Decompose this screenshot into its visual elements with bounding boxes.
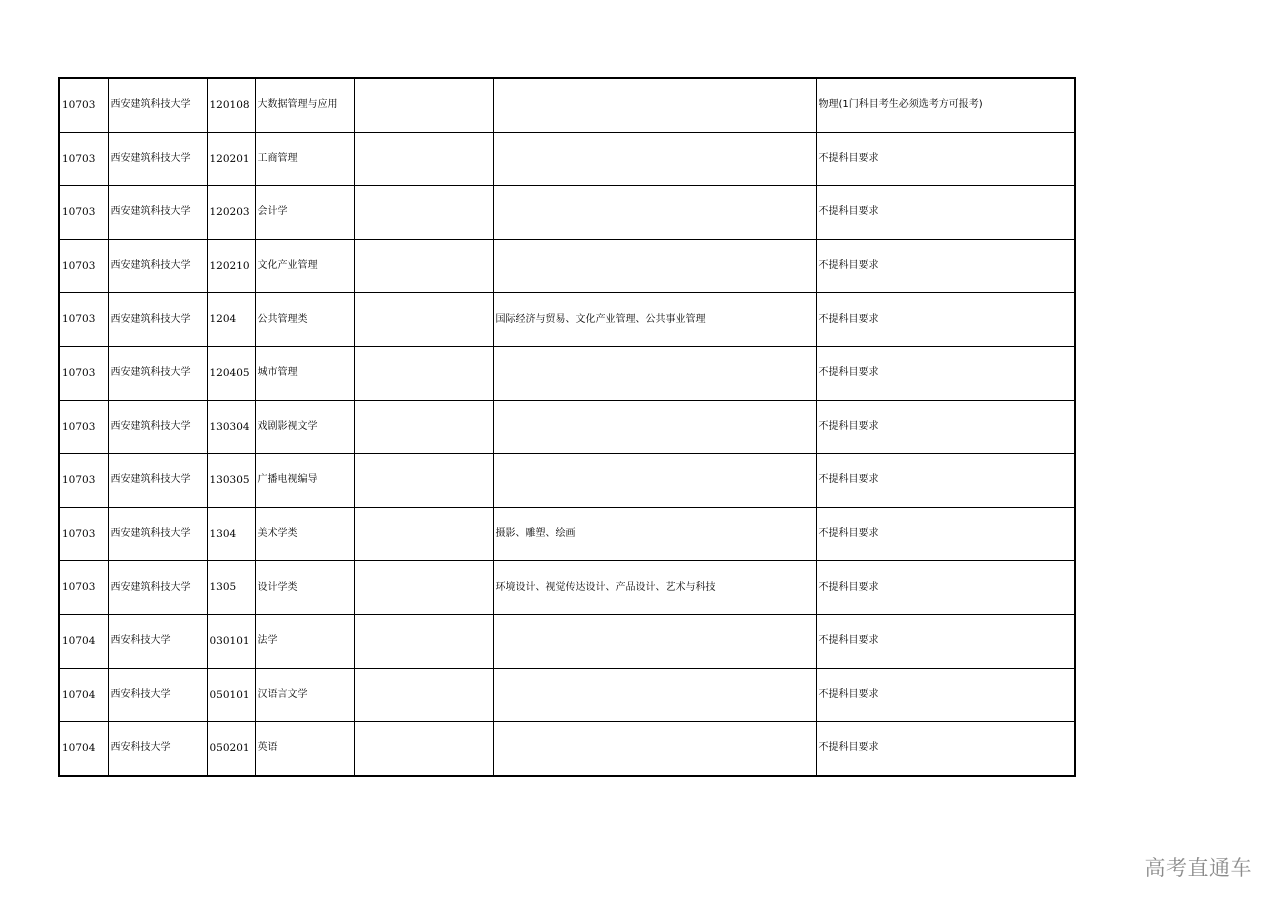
school-name-cell: 西安建筑科技大学 (108, 78, 207, 132)
major-name-cell: 会计学 (255, 186, 354, 240)
empty-cell (354, 293, 493, 347)
table-row (59, 561, 1075, 615)
school-code-cell: 10703 (59, 186, 108, 240)
school-name-cell: 西安建筑科技大学 (108, 293, 207, 347)
school-code-cell: 10703 (59, 293, 108, 347)
school-code-cell: 10703 (59, 132, 108, 186)
major-code-cell: 120210 (207, 239, 255, 293)
school-name-cell: 西安科技大学 (108, 668, 207, 722)
major-name-cell: 法学 (255, 614, 354, 668)
empty-cell (354, 614, 493, 668)
included-majors-cell (493, 186, 816, 240)
subject-requirement-cell: 不提科目要求 (816, 722, 1075, 776)
included-majors-cell: 国际经济与贸易、文化产业管理、公共事业管理 (493, 293, 816, 347)
empty-cell (354, 132, 493, 186)
table-row (59, 400, 1075, 454)
major-name-cell: 文化产业管理 (255, 239, 354, 293)
table-row (59, 239, 1075, 293)
school-name-cell: 西安建筑科技大学 (108, 132, 207, 186)
school-code-cell: 10703 (59, 400, 108, 454)
empty-cell (354, 78, 493, 132)
school-code-cell: 10703 (59, 507, 108, 561)
subject-requirement-cell: 不提科目要求 (816, 507, 1075, 561)
empty-cell (354, 239, 493, 293)
school-name-cell: 西安科技大学 (108, 722, 207, 776)
school-code-cell: 10703 (59, 346, 108, 400)
included-majors-cell (493, 132, 816, 186)
major-code-cell: 1305 (207, 561, 255, 615)
major-name-cell: 大数据管理与应用 (255, 78, 354, 132)
included-majors-cell (493, 668, 816, 722)
major-code-cell: 120108 (207, 78, 255, 132)
school-code-cell: 10703 (59, 561, 108, 615)
major-name-cell: 汉语言文学 (255, 668, 354, 722)
empty-cell (354, 454, 493, 508)
subject-requirement-cell: 不提科目要求 (816, 346, 1075, 400)
school-name-cell: 西安建筑科技大学 (108, 454, 207, 508)
table-row (59, 293, 1075, 347)
school-name-cell: 西安建筑科技大学 (108, 400, 207, 454)
subject-requirement-cell: 不提科目要求 (816, 186, 1075, 240)
school-name-cell: 西安建筑科技大学 (108, 561, 207, 615)
major-name-cell: 工商管理 (255, 132, 354, 186)
included-majors-cell (493, 454, 816, 508)
table-row (59, 132, 1075, 186)
school-code-cell: 10704 (59, 722, 108, 776)
subject-requirement-cell: 不提科目要求 (816, 239, 1075, 293)
school-code-cell: 10704 (59, 614, 108, 668)
major-code-cell: 1304 (207, 507, 255, 561)
school-name-cell: 西安建筑科技大学 (108, 186, 207, 240)
school-name-cell: 西安科技大学 (108, 614, 207, 668)
empty-cell (354, 668, 493, 722)
subject-requirement-cell: 不提科目要求 (816, 561, 1075, 615)
major-name-cell: 美术学类 (255, 507, 354, 561)
included-majors-cell: 环境设计、视觉传达设计、产品设计、艺术与科技 (493, 561, 816, 615)
major-name-cell: 英语 (255, 722, 354, 776)
included-majors-cell (493, 346, 816, 400)
subject-requirement-cell: 不提科目要求 (816, 668, 1075, 722)
subject-requirement-cell: 不提科目要求 (816, 293, 1075, 347)
major-name-cell: 戏剧影视文学 (255, 400, 354, 454)
watermark: 高考直通车 (1144, 856, 1252, 880)
major-code-cell: 120203 (207, 186, 255, 240)
empty-cell (354, 346, 493, 400)
major-name-cell: 广播电视编导 (255, 454, 354, 508)
table-row (59, 186, 1075, 240)
major-code-cell: 050101 (207, 668, 255, 722)
subject-requirement-cell: 不提科目要求 (816, 454, 1075, 508)
school-name-cell: 西安建筑科技大学 (108, 239, 207, 293)
table-row (59, 614, 1075, 668)
major-code-cell: 130305 (207, 454, 255, 508)
subject-requirement-cell: 不提科目要求 (816, 132, 1075, 186)
table-row (59, 346, 1075, 400)
empty-cell (354, 561, 493, 615)
major-name-cell: 城市管理 (255, 346, 354, 400)
major-requirements-table (58, 77, 1076, 777)
table-row (59, 454, 1075, 508)
table-row (59, 668, 1075, 722)
table-body (59, 78, 1075, 776)
school-code-cell: 10703 (59, 454, 108, 508)
table-row (59, 722, 1075, 776)
subject-requirement-cell: 不提科目要求 (816, 400, 1075, 454)
major-code-cell: 050201 (207, 722, 255, 776)
included-majors-cell (493, 78, 816, 132)
empty-cell (354, 507, 493, 561)
school-name-cell: 西安建筑科技大学 (108, 346, 207, 400)
major-name-cell: 设计学类 (255, 561, 354, 615)
school-name-cell: 西安建筑科技大学 (108, 507, 207, 561)
included-majors-cell: 摄影、雕塑、绘画 (493, 507, 816, 561)
table-row (59, 78, 1075, 132)
included-majors-cell (493, 400, 816, 454)
school-code-cell: 10703 (59, 78, 108, 132)
empty-cell (354, 186, 493, 240)
major-code-cell: 1204 (207, 293, 255, 347)
included-majors-cell (493, 239, 816, 293)
major-name-cell: 公共管理类 (255, 293, 354, 347)
included-majors-cell (493, 722, 816, 776)
subject-requirement-cell: 不提科目要求 (816, 614, 1075, 668)
major-code-cell: 120201 (207, 132, 255, 186)
major-code-cell: 130304 (207, 400, 255, 454)
empty-cell (354, 722, 493, 776)
major-code-cell: 120405 (207, 346, 255, 400)
school-code-cell: 10703 (59, 239, 108, 293)
table-row (59, 507, 1075, 561)
school-code-cell: 10704 (59, 668, 108, 722)
major-code-cell: 030101 (207, 614, 255, 668)
subject-requirement-cell: 物理(1门科目考生必须选考方可报考) (816, 78, 1075, 132)
empty-cell (354, 400, 493, 454)
included-majors-cell (493, 614, 816, 668)
